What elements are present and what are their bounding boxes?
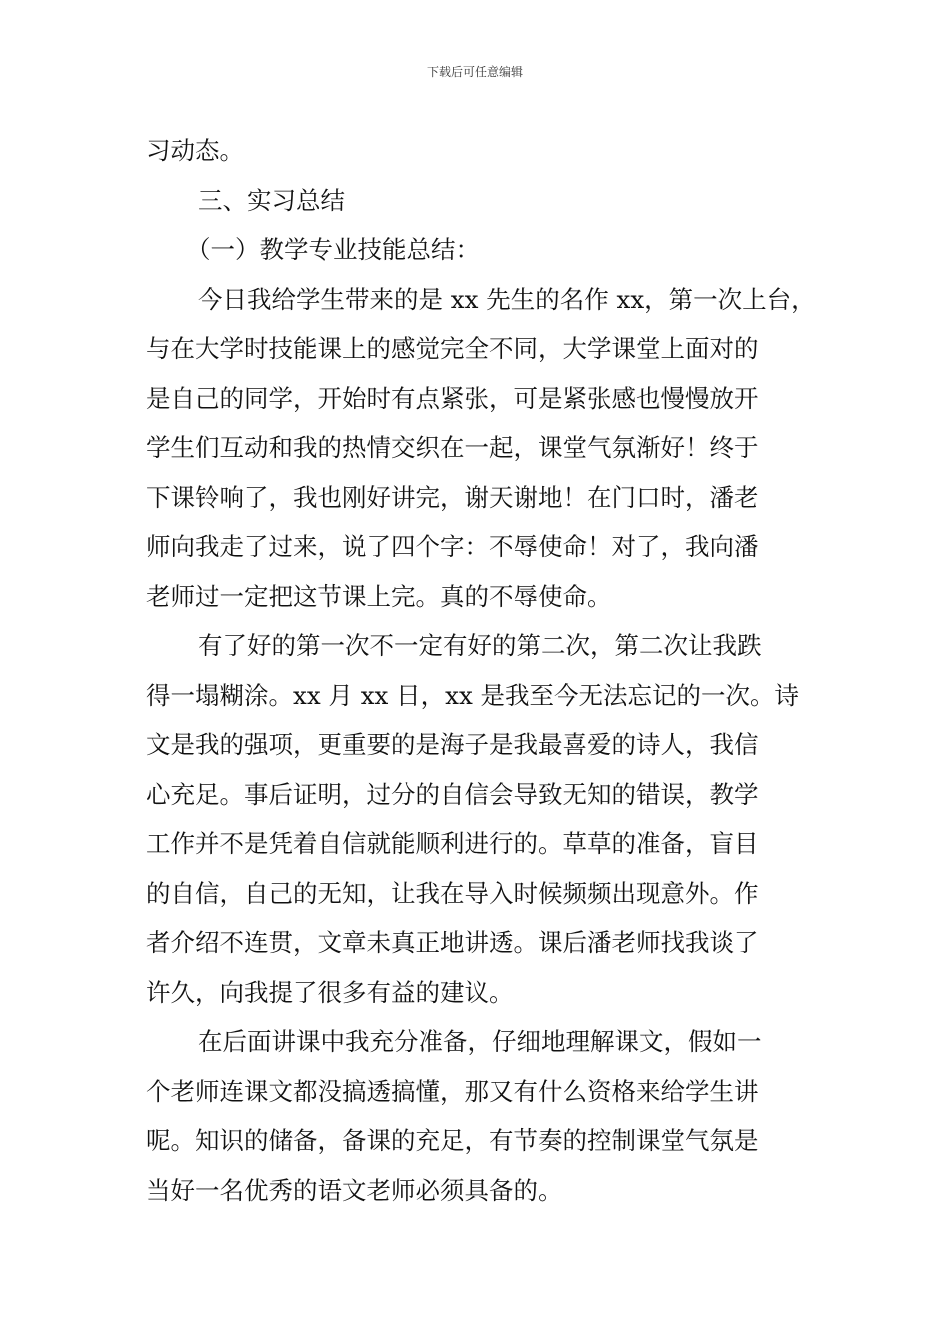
text-line: 的自信，自己的无知，让我在导入时候频频出现意外。作 <box>146 878 759 908</box>
text-line: 与在大学时技能课上的感觉完全不同，大学课堂上面对的 <box>146 334 759 363</box>
text-line: 有了好的第一次不一定有好的第二次，第二次让我跌 <box>198 631 762 660</box>
text-line: 习动态。 <box>146 136 244 165</box>
text-line: 师向我走了过来，说了四个字：不辱使命！对了，我向潘 <box>146 532 759 561</box>
paragraph <box>146 621 810 1017</box>
page-header: 下载后可任意编辑 <box>426 65 523 79</box>
document-body <box>146 126 816 1215</box>
paragraph-continuation <box>146 126 810 176</box>
text-line: 许久，向我提了很多有益的建议。 <box>146 977 514 1007</box>
paragraph <box>146 1017 810 1215</box>
text-line: 三、实习总结 <box>198 185 345 215</box>
text-line: 下课铃响了，我也刚好讲完，谢天谢地！在门口时，潘老 <box>146 482 759 512</box>
section-heading <box>146 176 810 226</box>
text-line: 工作并不是凭着自信就能顺利进行的。草草的准备，盲目 <box>146 829 759 858</box>
paragraph <box>146 275 816 622</box>
text-line: 今日我给学生带来的是 xx 先生的名作 xx，第一次上台， <box>198 284 816 314</box>
text-line: 老师过一定把这节课上完。真的不辱使命。 <box>146 581 612 611</box>
text-line: 个老师连课文都没搞透搞懂，那又有什么资格来给学生讲 <box>146 1076 759 1106</box>
text-line: 在后面讲课中我充分准备，仔细地理解课文，假如一 <box>198 1027 762 1056</box>
text-line: 心充足。事后证明，过分的自信会导致无知的错误，教学 <box>146 779 759 809</box>
text-line: （一）教学专业技能总结： <box>186 235 480 264</box>
text-line: 得一塌糊涂。xx 月 xx 日，xx 是我至今无法忘记的一次。诗 <box>146 680 800 710</box>
text-line: 者介绍不连贯，文章未真正地讲透。课后潘老师找我谈了 <box>146 928 759 957</box>
text-line: 当好一名优秀的语文老师必须具备的。 <box>146 1175 563 1205</box>
subsection-heading <box>146 225 810 275</box>
text-line: 学生们互动和我的热情交织在一起，课堂气氛渐好！终于 <box>146 433 759 462</box>
text-line: 文是我的强项，更重要的是海子是我最喜爱的诗人，我信 <box>146 730 759 759</box>
text-line: 呢。知识的储备，备课的充足，有节奏的控制课堂气氛是 <box>146 1126 759 1155</box>
text-line: 是自己的同学，开始时有点紧张，可是紧张感也慢慢放开 <box>146 383 759 413</box>
